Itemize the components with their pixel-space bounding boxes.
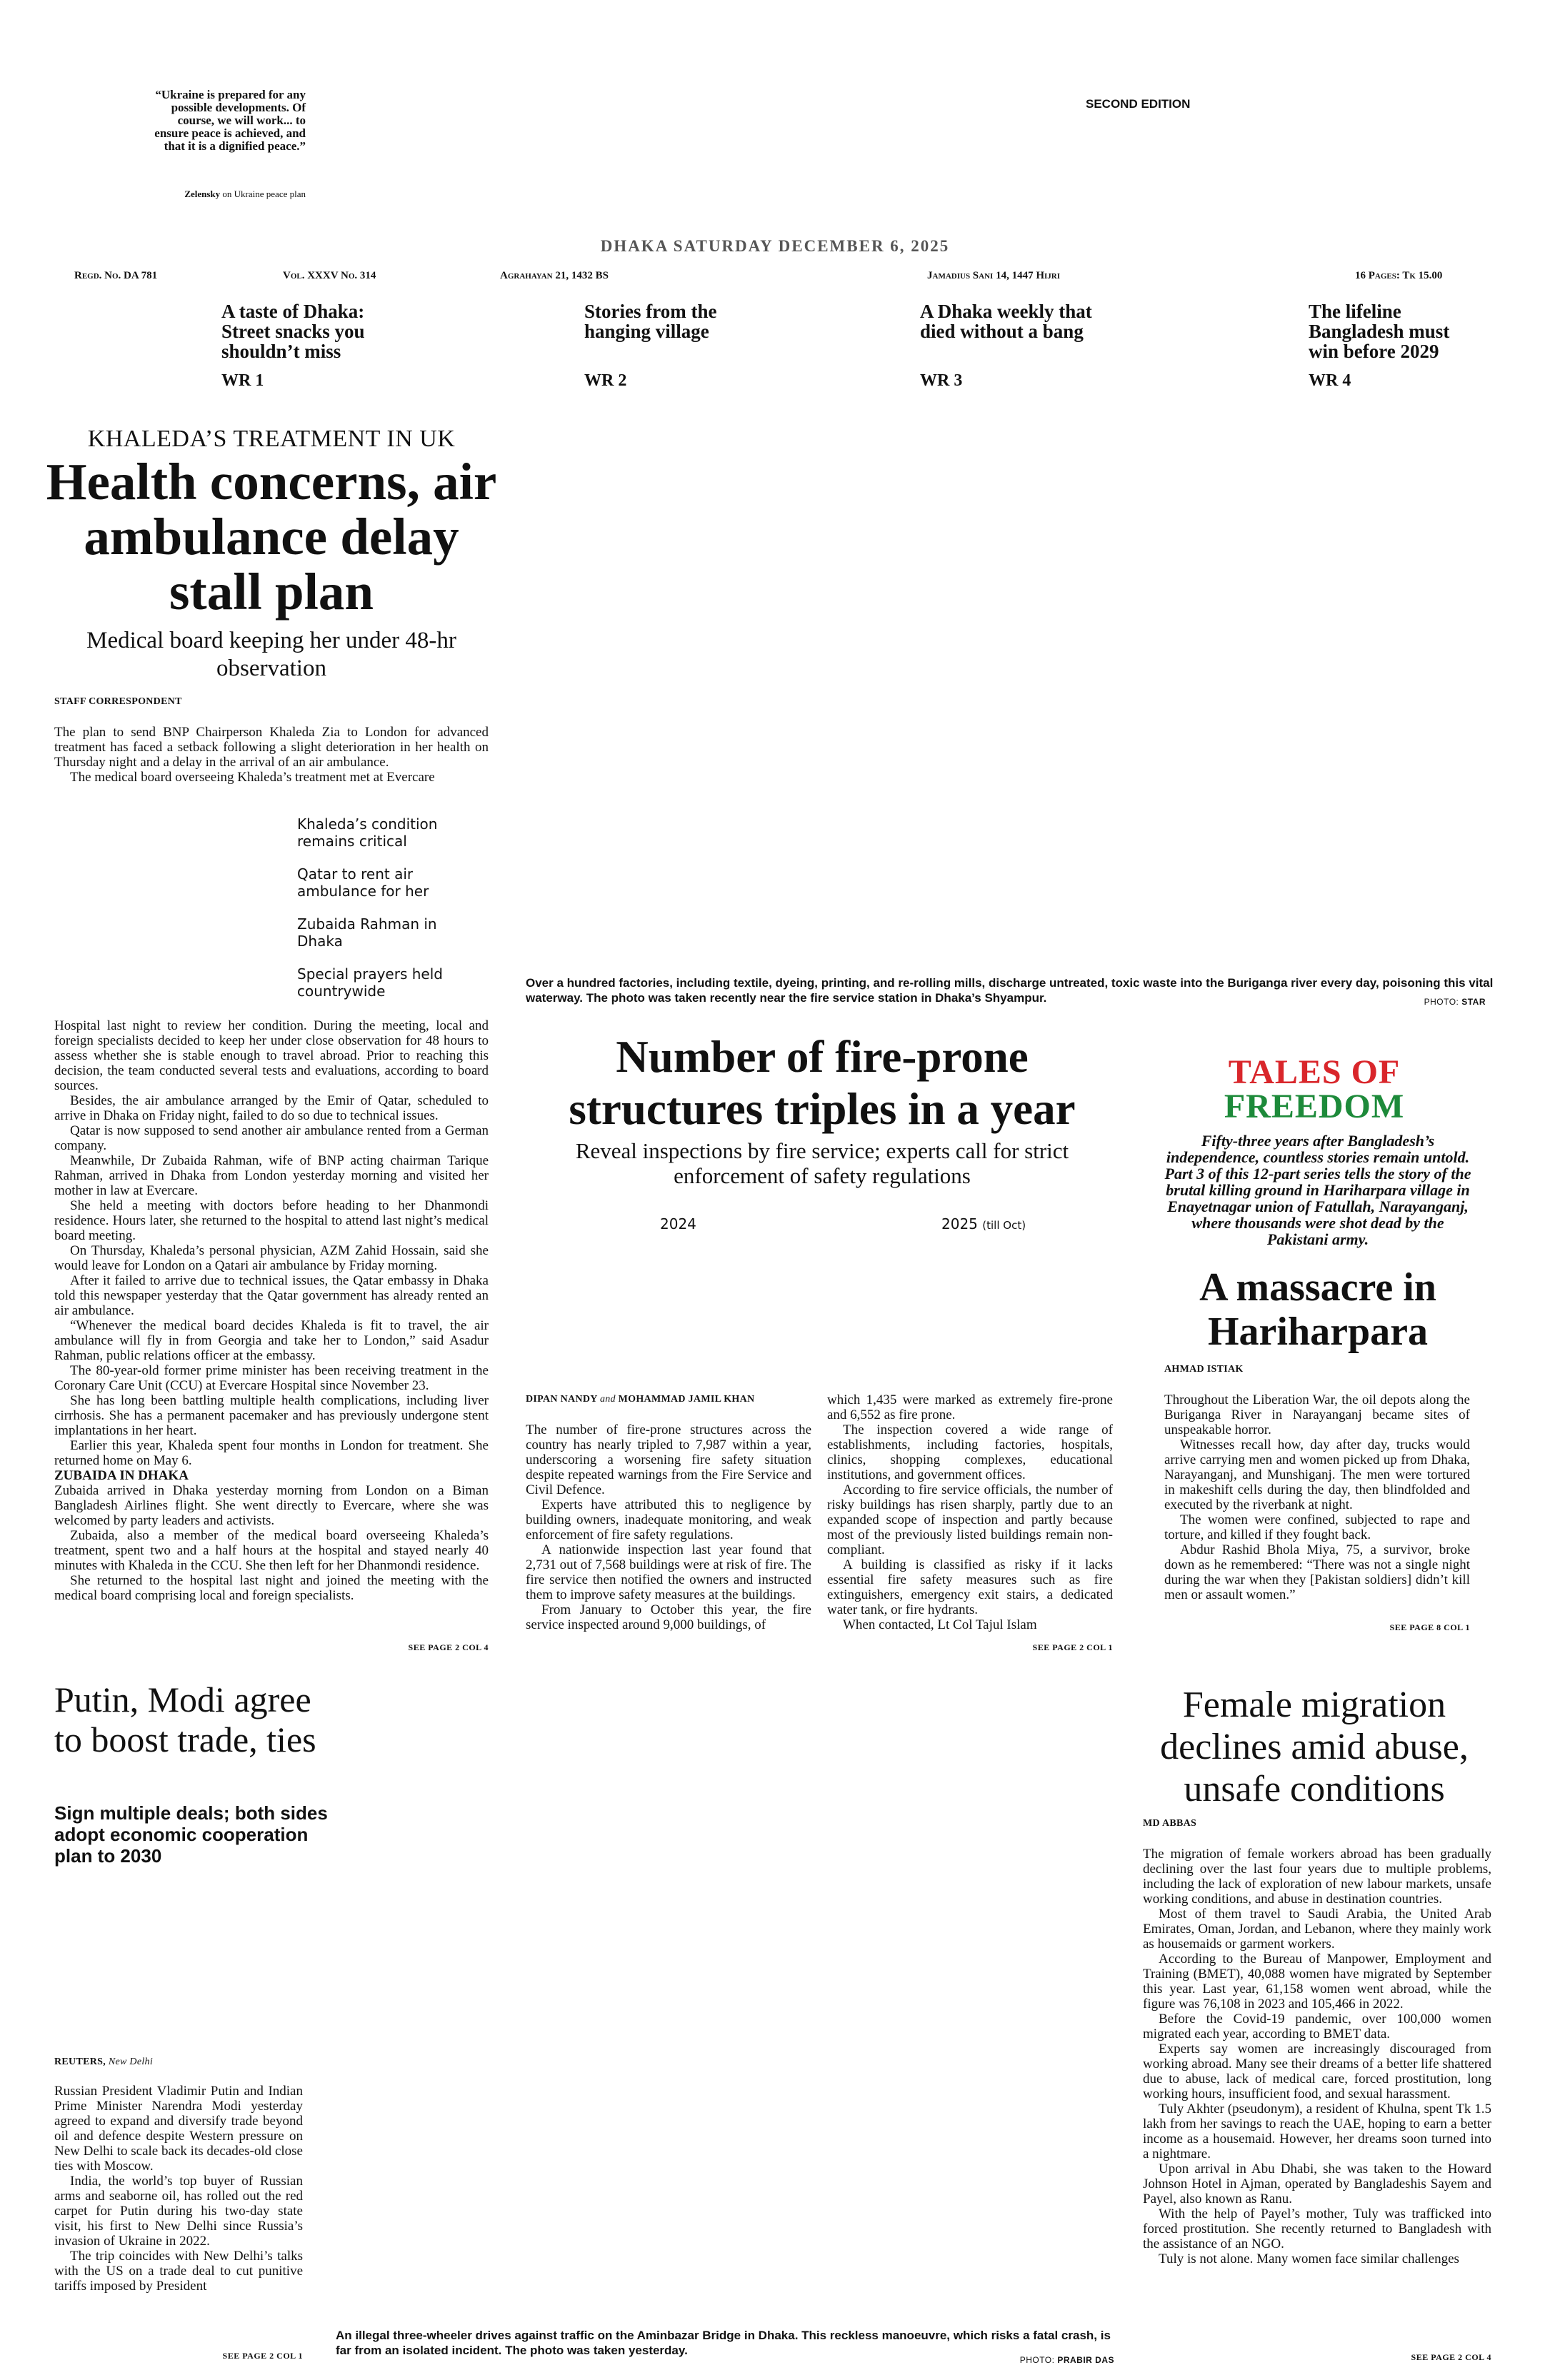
fire-see-page[interactable]: SEE PAGE 2 COL 1 [1032,1642,1113,1652]
migration-body-p: Experts say women are increasingly discouraged from working abroad. Many see their dreams of a better life shattered due to abuse, lack of medical care, forced prostitution, long working hours, insufficient food, and sexual harassment. [1143,2042,1491,2102]
promo-wr2[interactable] [584,301,749,391]
migration-body-p: The migration of female workers abroad has been gradually declining over the last four years due to multiple problems, including the lack of exploration of new labour markets, unsafe working conditions, and abuse in destination countries. [1143,1847,1491,1907]
migration-see-page[interactable]: SEE PAGE 2 COL 4 [1411,2352,1491,2362]
tales-see-page[interactable]: SEE PAGE 8 COL 1 [1389,1622,1470,1632]
lead-body-p: After it failed to arrive due to technical issues, the Qatar embassy in Dhaka told this newspaper yesterday that the Qatar government has already rented an air ambulance. [54,1273,489,1318]
lead-body [54,1018,489,1603]
fire-col1 [526,1422,811,1632]
photo2-credit-label: PHOTO: [1019,2355,1055,2365]
lead-subhead: ZUBAIDA IN DHAKA [54,1468,189,1483]
fire-body-p: From January to October this year, the fire service inspected around 9,000 buildings, of [526,1602,811,1632]
putin-body [54,2084,303,2294]
related-link[interactable]: Special prayers held countrywide [297,965,443,1000]
related-links [297,815,469,1000]
related-link[interactable]: Zubaida Rahman in Dhaka [297,915,437,950]
tales-logo-line2: FREEDOM [1224,1088,1405,1125]
fire-byline [526,1394,754,1405]
putin-deck: Sign multiple deals; both sides adopt economic cooperation plan to 2030 [54,1802,328,1867]
lead-intro-p1: The plan to send BNP Chairperson Khaleda Zia to London for advanced treatment has faced a setback following a slight deterioration in her health on Thursday night and a delay in the arrival of an air ambulance. [54,725,489,770]
fire-headline[interactable]: Number of fire-prone structures triples in a year [569,1032,1076,1134]
tales-body-p: Throughout the Liberation War, the oil depots along the Buriganga River in Narayanganj became sites of unspeakable horror. [1164,1392,1470,1437]
lead-body-p: On Thursday, Khaleda’s personal physician, AZM Zahid Hossain, said she would leave for London on a Qatari air ambulance by Friday morning. [54,1243,489,1273]
promo-tag: WR 2 [584,371,627,390]
dateline: DHAKA SATURDAY DECEMBER 6, 2025 [600,237,950,255]
migration-body [1143,1847,1491,2266]
putin-body-p: India, the world’s top buyer of Russian arms and seaborne oil, has rolled out the red carpet for Putin during his two-day state visit, his first to New Delhi since Russia’s invasion of Ukraine in 2022. [54,2174,303,2249]
lead-body-p: Qatar is now supposed to send another air ambulance rented from a German company. [54,1123,489,1153]
migration-body-p: According to the Bureau of Manpower, Employment and Training (BMET), 40,088 women have migrated by September this year. Last year, 61,158 women went abroad, while the figure was 76,108 in 2023 and 105,466 in 2022. [1143,1952,1491,2012]
promo-title: A taste of Dhaka: Street snacks you shouldn’t miss [221,301,365,362]
fire-body-p: When contacted, Lt Col Tajul Islam [843,1617,1037,1632]
photo1-credit-name: STAR [1461,997,1486,1007]
fire-byline-2: MOHAMMAD JAMIL KHAN [618,1394,755,1405]
tales-body-p: Witnesses recall how, day after day, trucks would arrive carrying men and women picked up from Dhaka, Narayanganj, and Munshiganj. The men were tortured in makeshift cells during the day, then blindfolded and executed by the riverbank at night. [1164,1437,1470,1512]
putin-body-p: Russian President Vladimir Putin and Indian Prime Minister Narendra Modi yesterday agreed to expand and diversify trade beyond oil and defence despite Western pressure on New Delhi to scale back its decades-old close ties with Moscow. [54,2084,303,2174]
photo1-credit-label: PHOTO: [1424,997,1459,1007]
tales-body-p: Abdur Rashid Bhola Miya, 75, a survivor, broke down as he remembered: “There was not a single night during the war when they [Pakistan soldiers] didn’t kill men or assault women.” [1164,1542,1470,1602]
promo-title: Stories from the hanging village [584,301,717,342]
fire-graphic-year: 2025 [941,1215,978,1232]
quote-context: on Ukraine peace plan [222,189,306,199]
quote-attribution [107,189,306,200]
lead-body-p: She returned to the hospital last night and joined the meeting with the medical board comprising local and foreign specialists. [54,1573,489,1603]
tales-intro: Fifty-three years after Bangladesh’s independence, countless stories remain untold. Part 3 of this 12-part series tells the story of the brutal killing ground in Hariharpara village in Enayetnagar union of Fatullah, Narayanganj, where thousands were shot dead by the Pakistani army. [1164,1132,1471,1248]
related-link[interactable]: Qatar to rent air ambulance for her [297,865,429,900]
migration-body-p: Tuly is not alone. Many women face similar challenges [1159,2251,1459,2266]
lead-byline: STAFF CORRESPONDENT [54,696,182,707]
lead-body-p: Earlier this year, Khaleda spent four months in London for treatment. She returned home on May 6. [54,1438,489,1468]
lead-body-p: She held a meeting with doctors before heading to her Dhanmondi residence. Hours later, she returned to the hospital to attend last night’s medical board meeting. [54,1198,489,1243]
migration-byline: MD ABBAS [1143,1818,1197,1829]
fire-body-p: A nationwide inspection last year found that 2,731 out of 7,568 buildings were at risk of fire. The fire service then notified the owners and instructed them to improve safety measures at the buildings. [526,1542,811,1602]
migration-body-p: Before the Covid-19 pandemic, over 100,000 women migrated each year, according to BMET data. [1143,2012,1491,2042]
lead-body-p: Meanwhile, Dr Zubaida Rahman, wife of BNP acting chairman Tarique Rahman, arrived in Dhaka from London yesterday morning and visited her mother in law at Evercare. [54,1153,489,1198]
photo1-credit [1357,997,1486,1007]
photo2-credit-name: PRABIR DAS [1057,2355,1114,2365]
volume-number: Vol. XXXV No. 314 [283,270,376,281]
edition-label: SECOND EDITION [1086,97,1191,111]
fire-body-p: The number of fire-prone structures across the country has nearly tripled to 7,987 within a year, underscoring a worsening fire safety situation despite repeated warnings from the Fire Service and Civil Defence. [526,1422,811,1497]
promo-tag: WR 1 [221,371,264,390]
photo1-caption: Over a hundred factories, including textile, dyeing, printing, and re-rolling mills, discharge untreated, toxic waste into the Buriganga river every day, poisoning this vital waterway. The photo was taken recently near the fire service station in Dhaka’s Shyampur. [526,976,1494,1005]
tales-byline: AHMAD ISTIAK [1164,1364,1244,1375]
putin-headline[interactable]: Putin, Modi agree to boost trade, ties [54,1679,316,1759]
fire-graphic-label-2024: 2024 [660,1215,696,1232]
promo-wr1[interactable] [221,301,386,391]
lead-intro [54,725,489,785]
lead-kicker: KHALEDA’S TREATMENT IN UK [87,426,456,452]
tales-logo-line1: TALES OF [1228,1053,1401,1091]
promo-title: The lifeline Bangladesh must win before 2029 [1309,301,1450,362]
migration-body-p: With the help of Payel’s mother, Tuly was trafficked into forced prostitution. She recently returned to Bangladesh with the assistance of an NGO. [1143,2206,1491,2251]
lead-body-p: Besides, the air ambulance arranged by the Emir of Qatar, scheduled to arrive in Dhaka on Friday night, failed to do so due to technical issues. [54,1093,489,1123]
promo-wr4[interactable] [1309,301,1473,391]
fire-body-p: Experts have attributed this to negligence by building owners, inadequate monitoring, and weak enforcement of fire safety regulations. [526,1497,811,1542]
tales-body-p: The women were confined, subjected to rape and torture, and killed if they fought back. [1164,1512,1470,1542]
fire-body-p: A building is classified as risky if it lacks essential fire safety measures such as fire extinguishers, emergency exit stairs, a dedicated water tank, or fire hydrants. [827,1557,1113,1617]
putin-byline-agency: REUTERS, [54,2057,106,2067]
lead-deck: Medical board keeping her under 48-hr observation [86,628,456,681]
hijri-date: Jamadius Sani 14, 1447 Hijri [927,270,1060,281]
lead-body-p: She has long been battling multiple health complications, including liver cirrhosis. She has a permanent pacemaker and has previously undergone stent implantations in her heart. [54,1393,489,1438]
lead-see-page[interactable]: SEE PAGE 2 COL 4 [408,1642,489,1652]
migration-body-p: Most of them travel to Saudi Arabia, the United Arab Emirates, Oman, Jordan, and Lebanon, where they mainly work as housemaids or garment workers. [1143,1907,1491,1952]
lead-intro-p2: The medical board overseeing Khaleda’s treatment met at Evercare [70,770,435,785]
related-link[interactable]: Khaleda’s condition remains critical [297,815,438,850]
fire-col2 [827,1392,1113,1632]
fire-byline-and: and [599,1394,616,1405]
lead-body-p: “Whenever the medical board decides Khaleda is fit to travel, the air ambulance will fly in from Georgia and take her to London,” said Asadur Rahman, public relations officer at the embassy. [54,1318,489,1363]
migration-body-p: Tuly Akhter (pseudonym), a resident of Khulna, spent Tk 1.5 lakh from her savings to reach the UAE, hoping to earn a better income as a housemaid. However, her dreams soon turned into a nightmare. [1143,2102,1491,2161]
fire-deck: Reveal inspections by fire service; experts call for strict enforcement of safety regulations [575,1138,1069,1188]
lead-body-p: Hospital last night to review her condition. During the meeting, local and foreign specialists decided to keep her under close observation for 48 hours to assess whether she is stable enough to travel abroad. Prior to reaching this decision, the team conducted several tests and evaluations, according to board sources. [54,1018,489,1093]
quote-author: Zelensky [184,189,221,199]
fire-body-p: The inspection covered a wide range of establishments, including factories, hospitals, clinics, shopping complexes, educational institutions, and government offices. [827,1422,1113,1482]
lead-headline[interactable]: Health concerns, air ambulance delay stall plan [46,453,497,621]
putin-byline-place: New Delhi [108,2057,154,2067]
lead-body-p: Zubaida, also a member of the medical board overseeing Khaleda’s treatment, spent two and a half hours at the hospital and stayed nearly 40 minutes with Khaleda in the CCU. She then left for her Dhanmondi residence. [54,1528,489,1573]
putin-body-p: The trip coincides with New Delhi’s talks with the US on a trade deal to cut punitive tariffs imposed by President [54,2249,303,2294]
putin-see-page[interactable]: SEE PAGE 2 COL 1 [222,2351,303,2361]
tales-headline[interactable]: A massacre in Hariharpara [1199,1265,1436,1354]
photo2-credit [971,2355,1114,2365]
lead-body-p: The 80-year-old former prime minister has been receiving treatment in the Coronary Care Unit (CCU) at Evercare Hospital since November 23. [54,1363,489,1393]
fire-byline-1: DIPAN NANDY [526,1394,598,1405]
fire-body-p: which 1,435 were marked as extremely fire-prone and 6,552 as fire prone. [827,1392,1113,1422]
photo2-caption: An illegal three-wheeler drives against traffic on the Aminbazar Bridge in Dhaka. This reckless manoeuvre, which risks a fatal crash, is far from an isolated incident. The photo was taken yesterday. [336,2329,1111,2357]
migration-headline[interactable]: Female migration declines amid abuse, unsafe conditions [1160,1684,1469,1809]
promo-wr3[interactable] [920,301,1106,391]
registration-number: Regd. No. DA 781 [74,270,158,281]
lead-body-p: Zubaida arrived in Dhaka yesterday morning from London on a Biman Bangladesh Airlines flight. She went directly to Evercare, where she was welcomed by party leaders and activists. [54,1483,489,1528]
promo-title: A Dhaka weekly that died without a bang [920,301,1092,342]
masthead-quote: “Ukraine is prepared for any possible developments. Of course, we will work... to ensure peace is achieved, and that it is a dignified peace.” [154,88,306,153]
bengali-date: Agrahayan 21, 1432 BS [500,270,609,281]
fire-body-p: According to fire service officials, the number of risky buildings has risen sharply, partly due to an expanded scope of inspection and partly because most of the previously listed buildings remain non-compliant. [827,1482,1113,1557]
promo-tag: WR 4 [1309,371,1351,390]
putin-byline [54,2057,153,2068]
pages-price: 16 Pages: Tk 15.00 [1355,270,1443,281]
fire-graphic-note: (till Oct) [982,1219,1026,1232]
migration-body-p: Upon arrival in Abu Dhabi, she was taken to the Howard Johnson Hotel in Ajman, operated by Bangladeshis Sayem and Payel, also known as Ranu. [1143,2161,1491,2206]
fire-graphic-label-2025 [941,1215,1026,1232]
promo-tag: WR 3 [920,371,963,390]
tales-body [1164,1392,1470,1602]
